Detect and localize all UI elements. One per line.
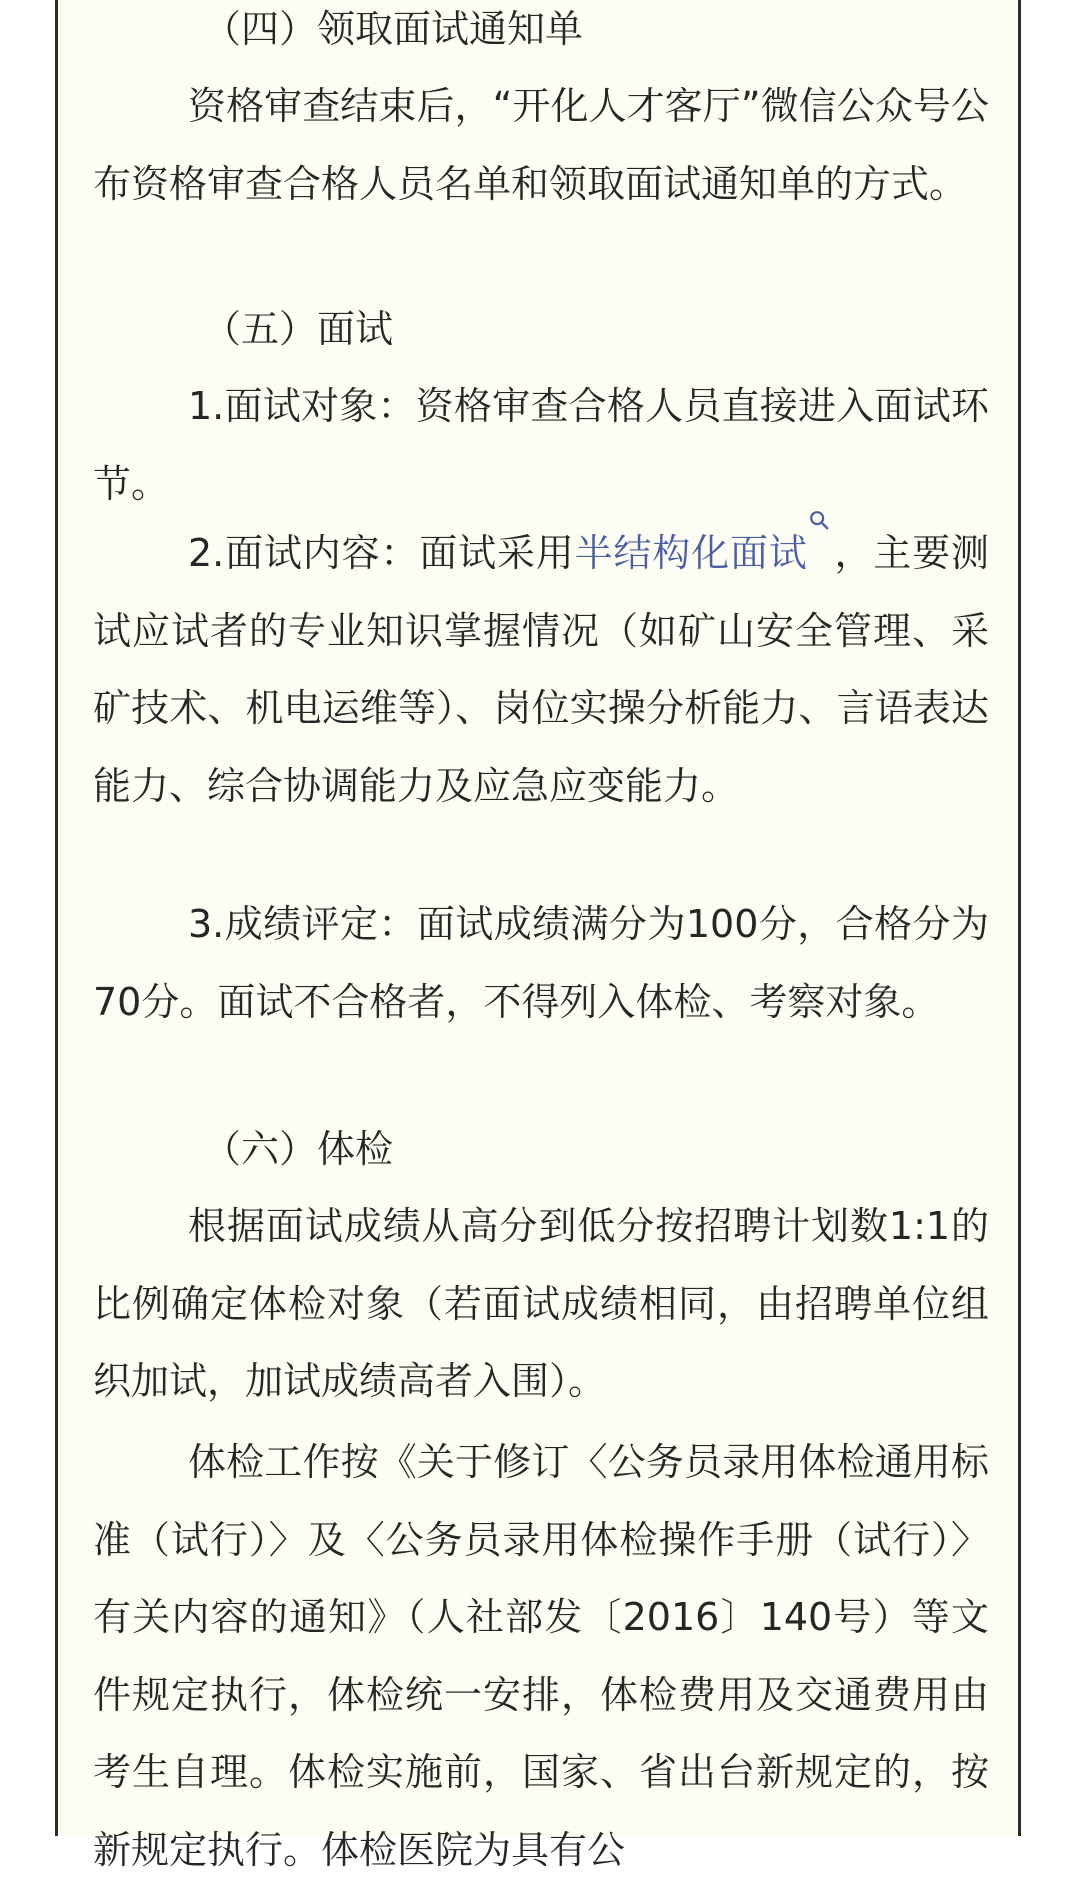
search-icon[interactable] [808,509,834,531]
paragraph-interview-target: 1.面试对象：资格审查合格人员直接进入面试环节。 [93,384,989,506]
interview-content-lead: 2.面试内容：面试采用 [188,531,575,575]
paragraph-physical-exam-selection: 根据面试成绩从高分到低分按招聘计划数1:1的比例确定体检对象（若面试成绩相同，由招聘单位组织加试，加试成绩高者入围）。 [93,1204,989,1403]
paragraph-physical-exam-rules: 体检工作按《关于修订〈公务员录用体检通用标准（试行）〉及〈公务员录用体检操作手册（试行）〉有关内容的通知》（人社部发〔2016〕140号）等文件规定执行，体检统一安排，体检费用及交通费用由考生自理。体检实施前，国家、省出台新规定的，按新规定执行。体检医院为具有公 [93,1440,989,1872]
section-heading-4: （四）领取面试通知单 [203,7,584,51]
section-heading-5: （五）面试 [203,307,394,351]
interview-content-rest: ，主要测试应试者的专业知识掌握情况（如矿山安全管理、采矿技术、机电运维等）、岗位实操分析能力、言语表达能力、综合协调能力及应急应变能力。 [93,531,989,808]
paragraph-qualification-notice: 资格审查结束后，“开化人才客厅”微信公众号公布资格审查合格人员名单和领取面试通知单的方式。 [93,84,989,206]
paragraph-score-evaluation: 3.成绩评定：面试成绩满分为100分，合格分为70分。面试不合格者，不得列入体检、考察对象。 [93,902,989,1024]
section-heading-6: （六）体检 [203,1127,394,1171]
semi-structured-interview-link[interactable]: 半结构化面试 [574,531,808,575]
paragraph-interview-content [93,515,989,825]
